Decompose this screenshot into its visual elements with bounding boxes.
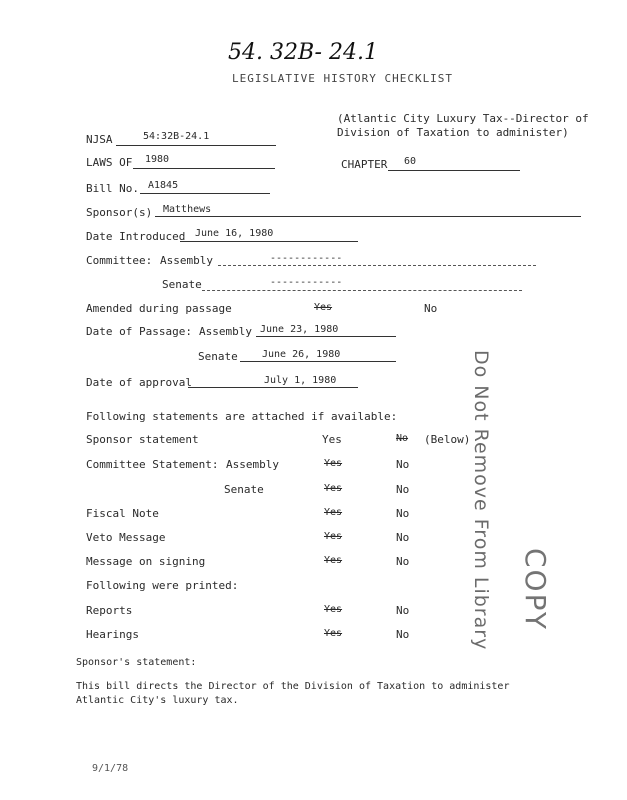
bill-number-label: Bill No. (86, 182, 139, 195)
page-title: LEGISLATIVE HISTORY CHECKLIST (232, 72, 454, 85)
statement-row-no: No (396, 555, 410, 568)
bill-description: (Atlantic City Luxury Tax--Director of Division of Taxation to administer) (337, 112, 589, 139)
committee-label: Committee: (86, 254, 153, 267)
do-not-remove-stamp: Do Not Remove From Library (470, 350, 492, 651)
statement-row-yes: Yes (322, 433, 342, 446)
statement-row-label: Sponsor statement (86, 433, 199, 446)
date-introduced-value: June 16, 1980 (195, 228, 274, 239)
statements-header: Following statements are attached if available: (86, 410, 398, 423)
committee-assembly-label: Assembly (160, 254, 213, 267)
statement-row-note: (Below) (424, 433, 471, 446)
statement-row-no: No (396, 433, 409, 444)
date-of-passage-label: Date of Passage: (86, 325, 192, 338)
printed-row-label: Reports (86, 604, 133, 617)
statement-row-no: No (396, 483, 410, 496)
passage-senate-value: June 26, 1980 (262, 349, 341, 360)
date-of-approval-label: Date of approval (86, 376, 192, 389)
printed-header: Following were printed: (86, 579, 239, 592)
copy-stamp: COPY (519, 548, 552, 631)
chapter-value: 60 (404, 156, 417, 167)
printed-row-label: Hearings (86, 628, 139, 641)
sponsor-statement-label: Sponsor's statement: (76, 657, 197, 668)
statement-row-yes: Yes (324, 531, 343, 542)
statement-row-yes: Yes (324, 483, 343, 494)
amended-yes: Yes (314, 302, 333, 313)
laws-of-label: LAWS OF (86, 156, 133, 169)
printed-row-yes: Yes (324, 604, 343, 615)
amended-label: Amended during passage (86, 302, 232, 315)
committee-assembly-value: ------------ (270, 253, 343, 264)
handwritten-statute-number: 54. 32B- 24.1 (228, 40, 378, 65)
sponsor-value: Matthews (163, 204, 212, 215)
printed-row-no: No (396, 628, 410, 641)
amended-no: No (424, 302, 438, 315)
statement-row-label: Committee Statement: (86, 458, 219, 471)
njsa-label: NJSA (86, 133, 113, 146)
chapter-label: CHAPTER (341, 158, 388, 171)
date-of-approval-value: July 1, 1980 (264, 375, 337, 386)
statement-row-yes: Yes (324, 507, 343, 518)
njsa-value: 54:32B-24.1 (143, 131, 210, 142)
statement-row-yes: Yes (324, 458, 343, 469)
passage-senate-label: Senate (198, 350, 238, 363)
sponsor-label: Sponsor(s) (86, 206, 153, 219)
statement-row-label: Fiscal Note (86, 507, 159, 520)
statement-row-no: No (396, 458, 410, 471)
printed-row-no: No (396, 604, 410, 617)
statement-row-no: No (396, 507, 410, 520)
statement-row-no: No (396, 531, 410, 544)
statement-row-sublabel: Assembly (226, 458, 279, 471)
statement-row-label: Veto Message (86, 531, 166, 544)
statement-row-label: Message on signing (86, 555, 206, 568)
statement-row-yes: Yes (324, 555, 343, 566)
passage-assembly-value: June 23, 1980 (260, 324, 339, 335)
statement-row-sublabel: Senate (224, 483, 264, 496)
committee-senate-value: ------------ (270, 277, 343, 288)
passage-assembly-label: Assembly (199, 325, 252, 338)
bill-number-value: A1845 (148, 180, 179, 191)
laws-of-value: 1980 (145, 154, 170, 165)
committee-senate-label: Senate (162, 278, 202, 291)
footer-code: 9/1/78 (92, 763, 129, 774)
sponsor-statement-text: This bill directs the Director of the Division of Taxation to administer Atlantic City's luxury tax. (76, 681, 510, 706)
date-introduced-label: Date Introduced (86, 230, 186, 243)
printed-row-yes: Yes (324, 628, 343, 639)
